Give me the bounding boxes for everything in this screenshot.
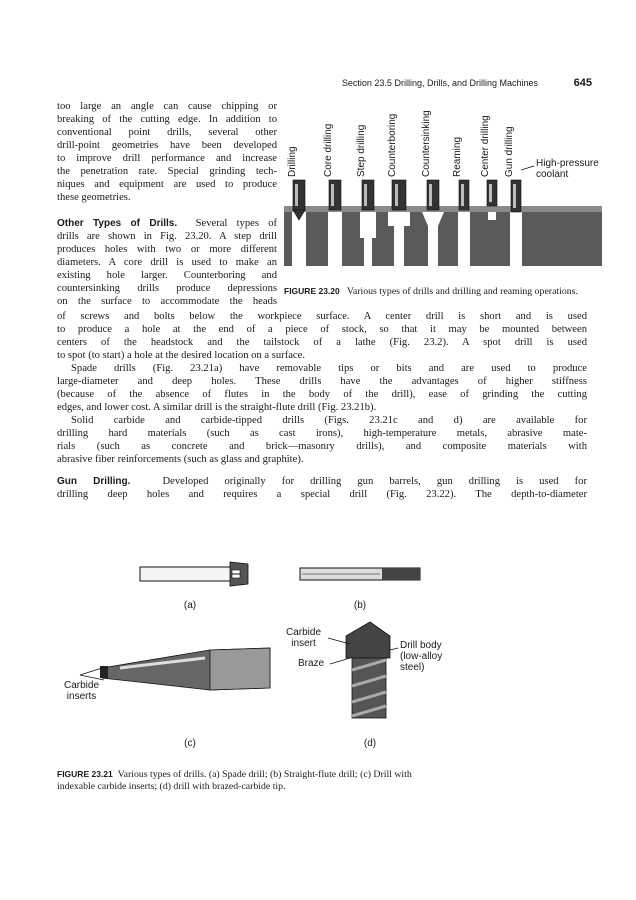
drilling-operations-illustration <box>284 96 602 266</box>
text-line: niques and equipment are used to produce <box>57 179 277 190</box>
coolant-leader-line <box>521 166 534 170</box>
text-line: to produce a hole at the end of a piece of stock, so that it may be mounted between <box>57 324 587 335</box>
text-line: edges, and lower cost. A similar drill is the straight-flute drill (Fig. 23.21b). <box>57 402 377 413</box>
hole-center <box>488 212 496 220</box>
text-line: large-diameter and deep holes. These drills have the advantages of higher stiffness <box>57 376 587 387</box>
hole-gun <box>510 212 522 266</box>
label-countersinking: Countersinking <box>421 110 432 177</box>
figure-23-21-caption <box>57 768 587 793</box>
tool-step-drill <box>362 180 374 210</box>
text-line: the penetration rate. Special grinding tech- <box>57 166 277 177</box>
figure-23-20 <box>284 96 602 266</box>
section-heading-gun-drilling: Gun Drilling. <box>57 476 131 487</box>
other-types-paragraph <box>57 217 277 308</box>
text-line: Spade drills (Fig. 23.21a) have removable tips or bits and are used to produce <box>71 363 587 374</box>
drill-body-label <box>400 640 442 673</box>
straight-flute-drill-illustration <box>300 568 420 580</box>
label-drilling: Drilling <box>287 146 298 177</box>
hole-counterbore-lower <box>394 226 404 266</box>
carbide-inserts-label-line: Carbide <box>64 680 100 691</box>
label-d: (d) <box>363 738 377 749</box>
text-line: rials (such as concrete and brick—masonry drills), and composite materials with <box>57 441 587 452</box>
label-gun-drilling: Gun drilling <box>504 126 515 177</box>
caption-text: Various types of drills. (a) Spade drill; (b) Straight-flute drill; (c) Drill with <box>117 769 412 780</box>
carbide-insert-d-label-line: Carbide <box>286 627 322 638</box>
text-line: to spot (to start) a hole at the desired location on a surface. <box>57 350 305 361</box>
carbide-inserts-label <box>64 680 99 702</box>
carbide-insert-d-label <box>286 627 321 649</box>
label-step-drilling: Step drilling <box>356 124 367 177</box>
brazed-carbide-drill-illustration <box>328 622 398 718</box>
running-header <box>0 78 592 92</box>
spade-drill-illustration <box>140 562 248 586</box>
label-c: (c) <box>184 738 196 749</box>
text-line: of screws and bolts below the workpiece surface. A center drill is short and is used <box>57 311 587 322</box>
text-line: diameters. A core drill is used to make an <box>57 257 277 268</box>
hole-core <box>328 212 342 266</box>
text-line: produces holes with two or more different <box>57 244 277 255</box>
hole-counterbore <box>388 212 410 226</box>
label-reaming: Reaming <box>452 136 463 177</box>
text-line: countersinking drills produce depressions <box>57 283 277 294</box>
text-line: (because of the absence of flutes in the body of the drill), ease of grinding the cutting <box>57 389 587 400</box>
text-line: to improve drill performance and increase <box>57 153 277 164</box>
text-line: too large an angle can cause chipping or <box>57 101 277 112</box>
figure-23-21 <box>60 540 580 750</box>
section-heading-other-types: Other Types of Drills. <box>57 218 178 229</box>
text-line: conventional point drills, several other <box>57 127 277 138</box>
caption-label: FIGURE 23.20 <box>284 286 340 296</box>
coolant-label <box>536 158 599 180</box>
text-line: breaking of the cutting edge. In addition to <box>57 114 277 125</box>
text-line: Developed originally for drilling gun barrels, gun drilling is used for <box>162 476 588 487</box>
carbide-insert-d-label-line: insert <box>291 638 316 649</box>
carbide-inserts-label-line: inserts <box>66 691 97 702</box>
drill-body-label-line: steel) <box>400 662 425 673</box>
caption-text: indexable carbide inserts; (d) drill with brazed-carbide tip. <box>57 781 286 792</box>
tool-countersink <box>427 180 439 210</box>
drill-body-label-line: Drill body <box>400 640 442 651</box>
text-line: abrasive fiber reinforcements (such as glass and graphite). <box>57 454 304 465</box>
page-number: 645 <box>573 77 592 89</box>
caption-label: FIGURE 23.21 <box>57 769 113 779</box>
gun-drilling-paragraph <box>57 475 587 501</box>
figure-23-20-caption <box>284 286 602 297</box>
text-line: on the surface to accommodate the heads <box>57 296 277 307</box>
text-line: drill-point geometries have been developed <box>57 140 277 151</box>
text-line: existing hole larger. Counterboring and <box>57 270 277 281</box>
section-title: Section 23.5 Drilling, Drills, and Drilling Machines <box>341 78 538 88</box>
label-a: (a) <box>183 600 197 611</box>
coolant-label-line: coolant <box>536 169 569 180</box>
text-line: drills are shown in Fig. 23.20. A step drill <box>57 231 277 242</box>
full-width-text <box>57 310 587 466</box>
text-line: Solid carbide and carbide-tipped drills (Figs. 23.21c and d) are available for <box>71 415 587 426</box>
tool-counterbore <box>392 180 406 210</box>
text-line: centers of the headstock and the tailstock of a lathe (Fig. 23.2). A spot drill is used <box>57 337 587 348</box>
caption-text: Various types of drills and drilling and reaming operations. <box>346 286 578 297</box>
tool-core-drill <box>329 180 341 210</box>
left-column-text <box>57 100 277 204</box>
text-line: Several types of <box>195 218 278 229</box>
label-center-drilling: Center drilling <box>480 115 491 177</box>
hole-step-upper <box>360 212 376 238</box>
text-line: drilling hard materials (such as cast irons), high-temperature metals, abrasive mate- <box>57 428 587 439</box>
hole-countersink-lower <box>428 226 438 266</box>
label-b: (b) <box>353 600 367 611</box>
label-core-drilling: Core drilling <box>323 123 334 177</box>
drill-body-label-line: (low-alloy <box>400 651 443 662</box>
text-line: drilling deep holes and requires a special drill (Fig. 23.22). The depth-to-diameter <box>57 489 587 500</box>
tool-drill <box>293 180 305 210</box>
label-counterboring: Counterboring <box>387 113 398 177</box>
hole-step-lower <box>364 238 372 266</box>
braze-label: Braze <box>298 658 325 669</box>
text-line: these geometries. <box>57 192 131 203</box>
coolant-label-line: High-pressure <box>536 158 599 169</box>
hole-reaming <box>458 212 470 266</box>
carbide-insert-drill-illustration <box>80 648 270 690</box>
